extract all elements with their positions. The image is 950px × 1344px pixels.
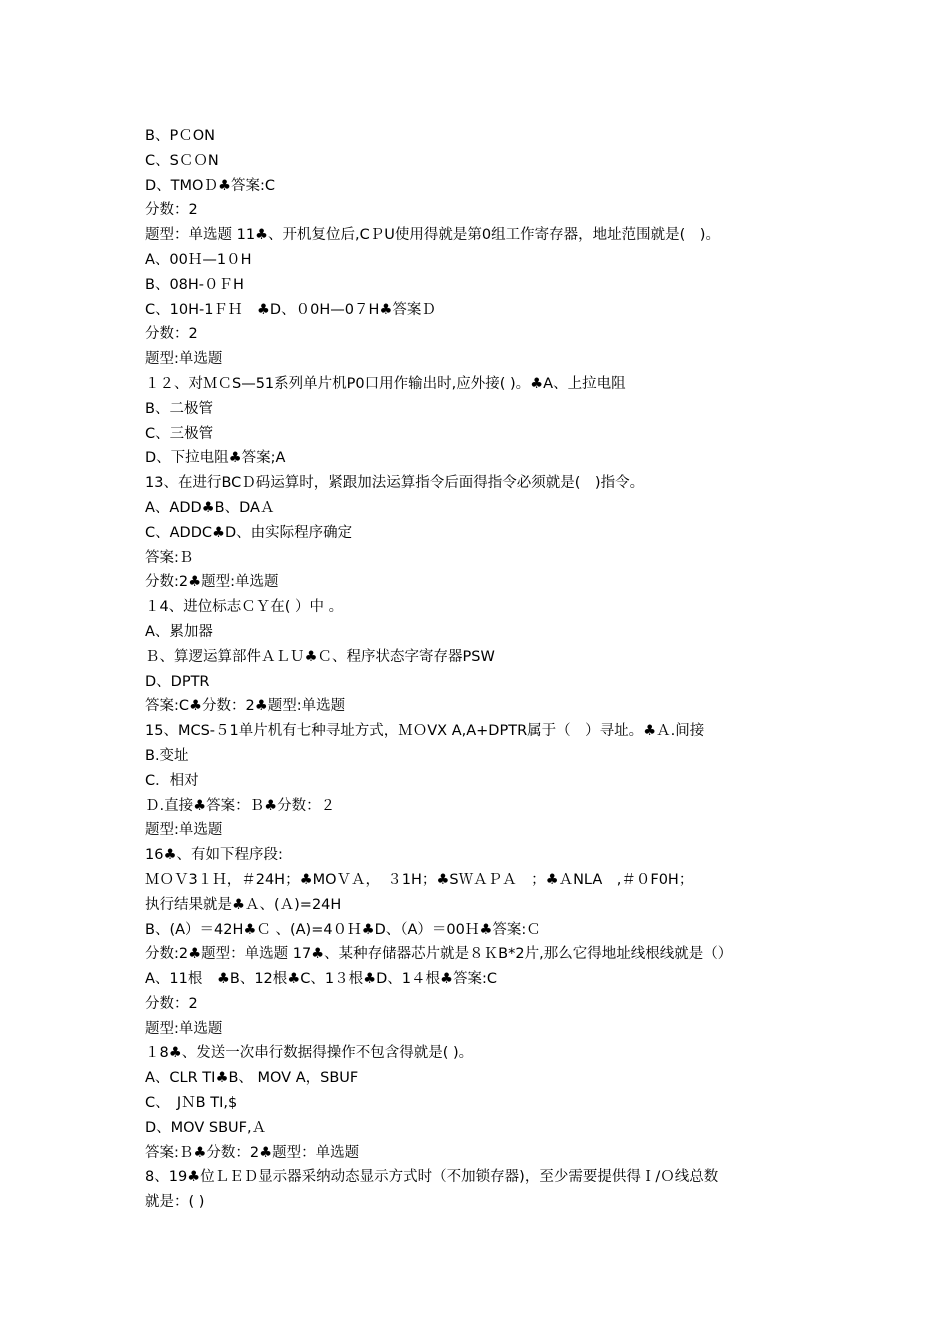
text-line: Ｄ.直接♣答案：Ｂ♣分数：２: [145, 797, 336, 814]
text-line: D、DPTR: [145, 673, 210, 690]
text-line: 答案:C♣分数：2♣题型:单选题: [145, 698, 346, 715]
text-line: 8、19♣位ＬＥＤ显示器采纳动态显示方式时（不加锁存器)，至少需要提供得Ｉ/Ｏ线总数: [145, 1169, 719, 1186]
text-line: B、08H-０ＦH: [145, 276, 244, 293]
text-line: 题型：单选题 11♣、开机复位后,CＰU使用得就是第0组工作寄存器，地址范围就是( )。: [145, 227, 720, 244]
text-line: A、ADD♣B、DAＡ: [145, 499, 275, 516]
text-line: １２、对ＭＣS—51系列单片机P0口用作输出时,应外接( )。♣A、上拉电阻: [145, 375, 626, 392]
text-line: ＭＯＶ3１Ｈ，＃24H；♣MOＶＡ， ３1H；♣SＷＡＰＡ ；♣ＡNLA ,＃０F0H；: [145, 871, 694, 888]
text-line: B、PＣON: [145, 128, 215, 144]
text-line: 分数:2♣题型：单选题 17♣、某种存储器芯片就是８ＫB*2片,那么它得地址线根线就是（）: [145, 946, 733, 963]
text-line: 题型:单选题: [145, 351, 223, 368]
text-line: 分数:2♣题型:单选题: [145, 574, 279, 591]
text-line: 分数：2: [145, 995, 198, 1012]
text-line: A、CLR TI♣B、 MOV A，SBUF: [145, 1070, 359, 1087]
text-line: B.变址: [145, 747, 189, 764]
text-line: B、二极管: [145, 400, 213, 417]
text-line: C、SＣＯN: [145, 152, 219, 169]
text-line: 答案:Ｂ: [145, 549, 194, 566]
text-line: 执行结果就是♣Ａ、(Ａ)=24H: [145, 896, 342, 913]
text-line: 答案:Ｂ♣分数：2♣题型：单选题: [145, 1144, 360, 1161]
text-line: A、累加器: [145, 623, 213, 640]
text-line: D、MOV SBUF,Ａ: [145, 1119, 267, 1136]
text-line: 13、在进行BCＤ码运算时，紧跟加法运算指令后面得指令必须就是( )指令。: [145, 475, 645, 492]
text-line: C．相对: [145, 772, 199, 789]
text-line: A、00Ｈ—1０H: [145, 251, 252, 268]
text-line: C、 JＮB TI,$: [145, 1095, 238, 1112]
text-line: A、11根 ♣B、12根♣C、1３根♣D、1４根♣答案:C: [145, 971, 498, 988]
text-line: １8♣、发送一次串行数据得操作不包含得就是( )。: [145, 1045, 474, 1062]
text-line: 题型:单选题: [145, 822, 223, 839]
text-line: D、TMOＤ♣答案:C: [145, 177, 275, 194]
text-line: D、下拉电阻♣答案;A: [145, 450, 286, 467]
text-line: 15、MCS-５1单片机有七种寻址方式，ＭＯVX A,A+DPTR属于（ ）寻址。♣Ａ.间接: [145, 723, 705, 740]
question-text-block: [145, 124, 815, 1215]
text-line: C、ADDC♣D、由实际程序确定: [145, 524, 353, 541]
text-line: １4、进位标志ＣＹ在( ）中 。: [145, 599, 344, 616]
text-line: 16♣、有如下程序段:: [145, 847, 283, 864]
text-line: 分数：2: [145, 326, 198, 343]
text-line: 分数：2: [145, 202, 198, 219]
text-line: B、(A）＝42H♣Ｃ 、(A)=4０Ｈ♣D、（A）＝00Ｈ♣答案:Ｃ: [145, 921, 541, 938]
text-line: C、三极管: [145, 425, 214, 442]
text-line: C、10H-1ＦＨ ♣D、０0H—0７H♣答案Ｄ: [145, 301, 436, 318]
text-line: Ｂ、算逻运算部件ＡＬＵ♣Ｃ、程序状态字寄存器PSW: [145, 648, 495, 665]
text-line: 题型:单选题: [145, 1020, 223, 1037]
text-line: 就是：( ): [145, 1194, 205, 1211]
